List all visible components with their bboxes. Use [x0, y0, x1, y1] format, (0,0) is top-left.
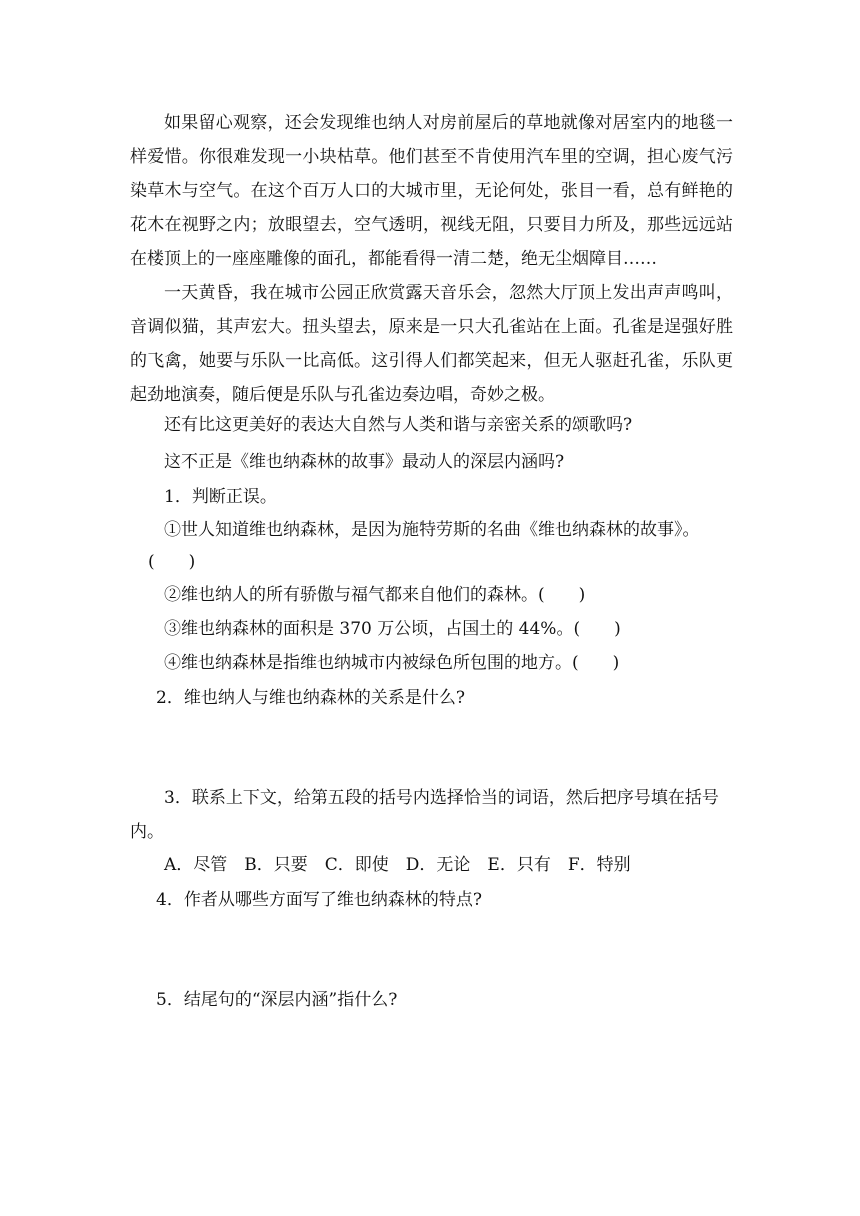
question-1-item-1: ①世人知道维也纳森林，是因为施特劳斯的名曲《维也纳森林的故事》。: [164, 520, 700, 540]
question-1-item-2: ②维也纳人的所有骄傲与福气都来自他们的森林。( ): [164, 585, 586, 605]
question-1-item-3: ③维也纳森林的面积是 370 万公顷，占国土的 44%。( ): [164, 619, 621, 639]
question-5: 5．结尾句的“深层内涵”指什么?: [156, 990, 398, 1010]
passage-paragraph-4: 这不正是《维也纳森林的故事》最动人的深层内涵吗?: [164, 452, 565, 472]
passage-paragraph-3: 还有比这更美好的表达大自然与人类和谐与亲密关系的颂歌吗?: [164, 415, 633, 435]
question-3-options: A．尽管 B．只要 C．即使 D．无论 E．只有 F．特别: [164, 855, 631, 875]
question-3-line-2: 内。: [130, 822, 164, 842]
question-3-line-1: 3．联系上下文，给第五段的括号内选择恰当的词语，然后把序号填在括号: [164, 788, 719, 808]
question-1-item-1-bracket: ( ): [148, 552, 196, 572]
passage-paragraph-1: 如果留心观察，还会发现维也纳人对房前屋后的草地就像对居室内的地毯一样爱惜。你很难发现一小块枯草。他们甚至不肯使用汽车里的空调，担心废气污染草木与空气。在这个百万人口的大城市里，无论何处，张目一看，总有鲜艳的花木在视野之内；放眼望去，空气透明，视线无阻，只要目力所及，那些远远站在楼顶上的一座座雕像的面孔，都能看得一清二楚，绝无尘烟障目……: [130, 113, 733, 269]
question-2: 2．维也纳人与维也纳森林的关系是什么?: [156, 688, 465, 708]
passage-paragraph-2: 一天黄昏，我在城市公园正欣赏露天音乐会，忽然大厅顶上发出声声鸣叫，音调似猫，其声宏大。扭头望去，原来是一只大孔雀站在上面。孔雀是逞强好胜的飞禽，她要与乐队一比高低。这引得人们都笑起来，但无人驱赶孔雀，乐队更起劲地演奏，随后便是乐队与孔雀边奏边唱，奇妙之极。: [130, 283, 733, 405]
question-1-title: 1．判断正误。: [164, 487, 277, 507]
question-4: 4．作者从哪些方面写了维也纳森林的特点?: [156, 890, 482, 910]
question-1-item-4: ④维也纳森林是指维也纳城市内被绿色所包围的地方。( ): [164, 653, 620, 673]
